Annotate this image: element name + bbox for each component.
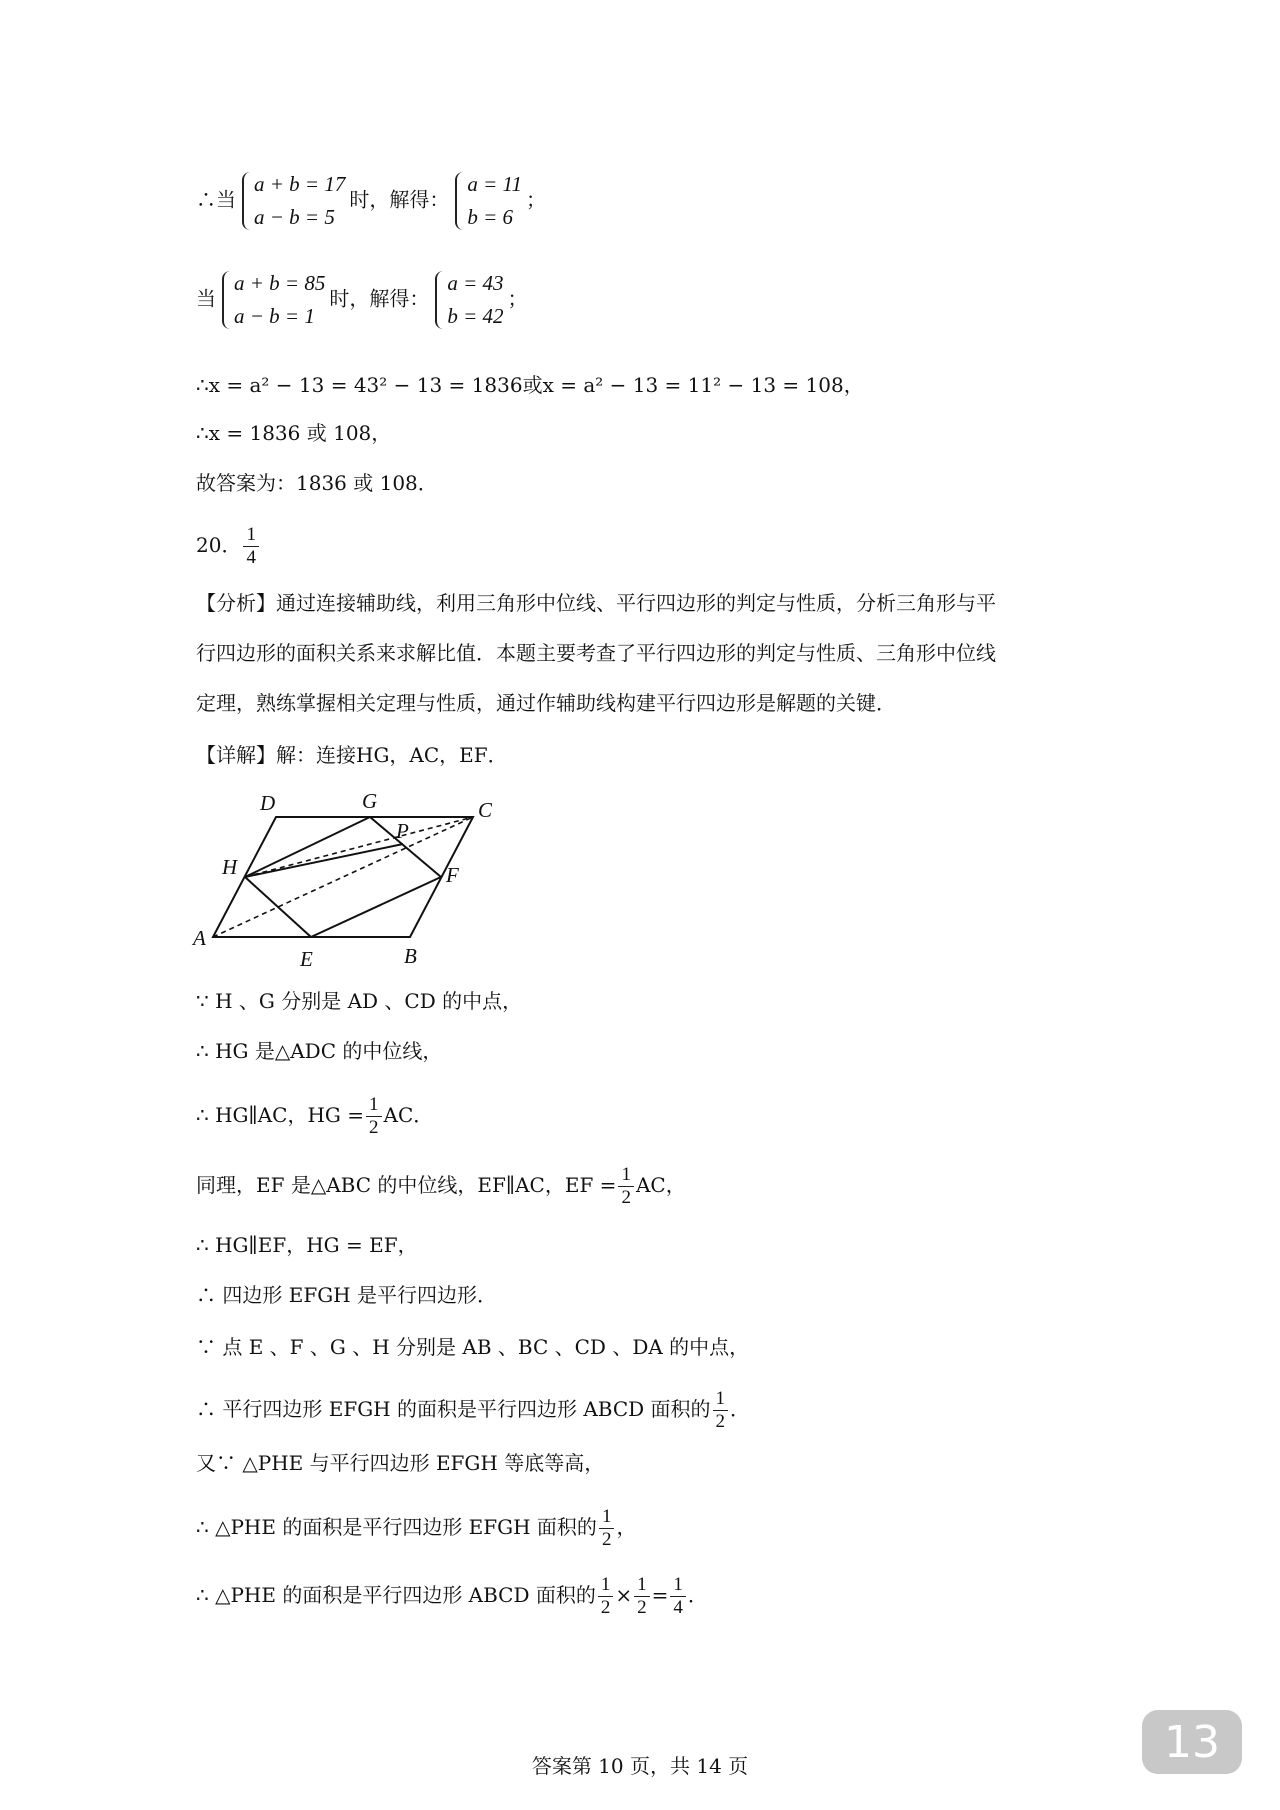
detail-tag: 【详解】 [196,743,276,767]
solution-line-2: 当 a + b = 85 a − b = 1 时，解得： a = 43 b = 42 ； [196,267,528,333]
page-number-badge: 13 [1142,1710,1242,1774]
proof-step-1: ∵ H 、G 分别是 AD 、CD 的中点， [196,989,523,1013]
equation-system-1: a + b = 17 a − b = 5 [240,168,345,234]
proof-step-3: ∴ HG∥AC，HG = $\frac{1}{2}$ AC． [196,1094,434,1138]
segment-eh [245,877,311,937]
equation-system-2: a + b = 85 a − b = 1 [220,267,325,333]
label-d: D [260,791,276,815]
proof-step-4: 同理，EF 是△ABC 的中位线，EF∥AC，EF = $\frac{1}{2}$ AC， [196,1164,686,1208]
label-p: P [396,819,409,843]
solution-system-2: a = 43 b = 42 [433,267,503,333]
solution-line-4: ∴x = 1836 或 108， [196,421,392,445]
fraction-one-quarter: $\frac{1}{4}$ [670,1574,686,1619]
label-g: G [362,790,378,813]
label-a: A [193,926,206,950]
proof-step-11: ∴ △PHE 的面积是平行四边形 ABCD 面积的 $\frac{1}{2}$ × $\frac{1}{2}$ = $\frac{1}{4}$ ． [196,1574,708,1618]
proof-step-9: 又∵ △PHE 与平行四边形 EFGH 等底等高， [196,1451,605,1475]
detail-line-1: 【详解】解：连接HG，AC，EF． [196,743,508,767]
fraction-one-half: $\frac{1}{2}$ [634,1574,650,1619]
segment-fe [311,877,441,937]
fraction-one-half: $\frac{1}{2}$ [598,1574,614,1619]
proof-step-5: ∴ HG∥EF，HG = EF， [196,1233,418,1257]
fraction-one-quarter: $\frac{1}{4}$ [243,524,259,569]
proof-step-8: ∴ 平行四边形 EFGH 的面积是平行四边形 ABCD 面积的 $\frac{1}{2}$ ． [196,1388,751,1432]
solution-line-3: ∴x = a² − 13 = 43² − 13 = 1836或x = a² − 13 = 11² − 13 = 108， [196,373,864,397]
fraction-one-half: $\frac{1}{2}$ [618,1164,634,1209]
diagonal-ac [213,817,473,937]
label-h: H [222,855,238,879]
segment-hg [245,817,370,877]
solution-system-1: a = 11 b = 6 [453,168,522,234]
question-20-answer: 20． $\frac{1}{4}$ [196,524,261,569]
analysis-line-1: 【分析】通过连接辅助线，利用三角形中位线、平行四边形的判定与性质，分析三角形与平 [196,591,996,615]
fraction-one-half: $\frac{1}{2}$ [366,1094,382,1139]
solution-line-1: ∴当 a + b = 17 a − b = 5 时，解得： a = 11 b = 6 ； [196,168,546,234]
analysis-line-2: 行四边形的面积关系来求解比值．本题主要考查了平行四边形的判定与性质、三角形中位线 [196,641,996,665]
proof-step-2: ∴ HG 是△ADC 的中位线， [196,1039,443,1063]
page-footer: 答案第 10 页，共 14 页 [531,1754,749,1778]
analysis-line-3: 定理，熟练掌握相关定理与性质，通过作辅助线构建平行四边形是解题的关键． [196,691,896,715]
parallelogram-figure [190,790,510,970]
analysis-tag: 【分析】 [196,591,276,615]
label-f: F [446,863,459,887]
label-e: E [300,947,313,970]
fraction-one-half: $\frac{1}{2}$ [599,1506,615,1551]
answer-line: 故答案为：1836 或 108． [196,471,438,495]
proof-step-10: ∴ △PHE 的面积是平行四边形 EFGH 面积的 $\frac{1}{2}$ ， [196,1506,637,1550]
proof-step-7: ∵ 点 E 、F 、G 、H 分别是 AB 、BC 、CD 、DA 的中点， [196,1335,750,1359]
label-c: C [478,798,493,822]
label-b: B [404,944,417,968]
fraction-one-half: $\frac{1}{2}$ [713,1388,729,1433]
segment-ph [245,817,473,877]
proof-step-6: ∴ 四边形 EFGH 是平行四边形． [196,1283,497,1307]
